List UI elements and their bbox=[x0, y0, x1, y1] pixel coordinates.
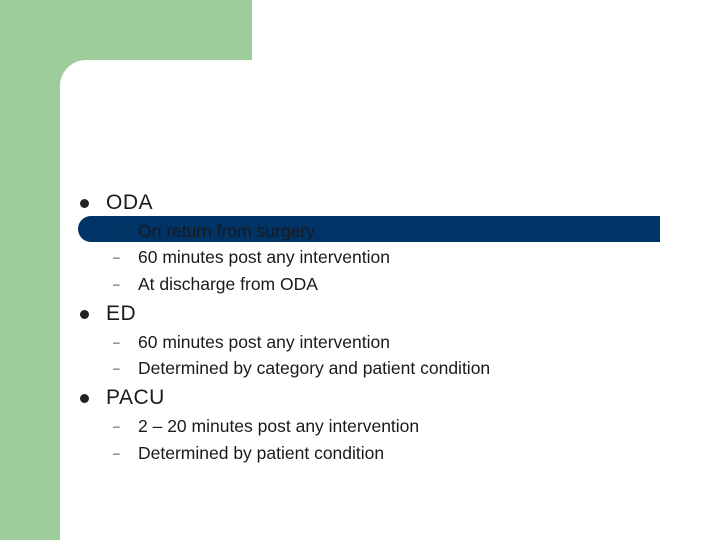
dash-icon: – bbox=[113, 224, 120, 238]
sub-item-text: On return from surgery bbox=[138, 220, 315, 241]
sub-item bbox=[113, 245, 390, 269]
sub-item bbox=[113, 441, 384, 465]
bullet-item-ed bbox=[80, 299, 136, 329]
sub-item-text: 60 minutes post any intervention bbox=[138, 246, 390, 267]
dash-icon: – bbox=[113, 250, 120, 264]
dash-icon: – bbox=[113, 419, 120, 433]
sub-item-text: At discharge from ODA bbox=[138, 273, 318, 294]
sub-item bbox=[113, 330, 390, 354]
dash-icon: – bbox=[113, 361, 120, 375]
section-heading: ED bbox=[106, 302, 137, 325]
sub-item bbox=[113, 356, 490, 380]
sub-item-text: Determined by patient condition bbox=[138, 442, 385, 463]
sub-item bbox=[113, 219, 315, 243]
sub-item-text: Determined by category and patient condition bbox=[138, 357, 491, 378]
sub-item bbox=[113, 272, 318, 296]
bullet-dot-icon bbox=[80, 310, 89, 319]
dash-icon: – bbox=[113, 446, 120, 460]
dash-icon: – bbox=[113, 277, 120, 291]
sub-item-text: 2 – 20 minutes post any intervention bbox=[138, 415, 420, 436]
bullet-item-pacu bbox=[80, 383, 165, 413]
bullet-item-oda bbox=[80, 188, 153, 218]
bullet-dot-icon bbox=[80, 199, 89, 208]
bullet-dot-icon bbox=[80, 394, 89, 403]
sub-item bbox=[113, 414, 419, 438]
section-heading: ODA bbox=[106, 191, 154, 214]
dash-icon: – bbox=[113, 335, 120, 349]
section-heading: PACU bbox=[106, 386, 165, 409]
sub-item-text: 60 minutes post any intervention bbox=[138, 331, 390, 352]
